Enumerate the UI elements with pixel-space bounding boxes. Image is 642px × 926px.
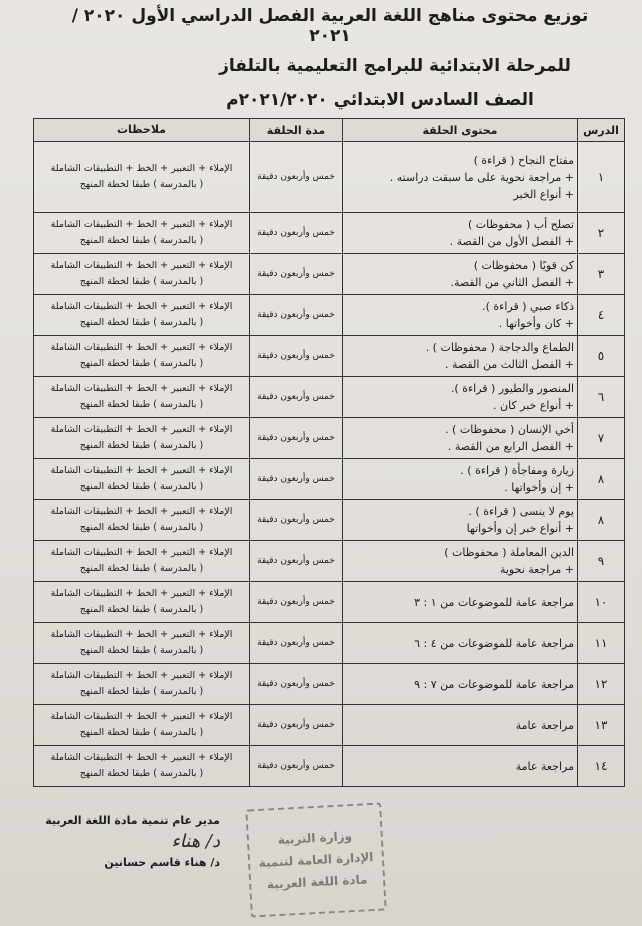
lesson-number: ١٣ [578, 705, 625, 746]
episode-content [343, 213, 578, 254]
episode-content [343, 142, 578, 213]
episode-content [343, 746, 578, 787]
signature-name: د/ هناء قاسم حسانين [104, 856, 220, 869]
episode-duration: خمس وأربعون دقيقة [250, 746, 343, 787]
content-line: يوم لا ينسى ( قراءة ) . [468, 505, 574, 518]
curriculum-table [33, 118, 625, 787]
content-line: مراجعة عامة [515, 718, 574, 732]
episode-content [343, 623, 578, 664]
episode-notes [34, 705, 250, 746]
episode-duration: خمس وأربعون دقيقة [250, 582, 343, 623]
notes-line: الإملاء + التعبير + الخط + التطبيقات الشاملة [50, 588, 233, 599]
table-row [34, 541, 625, 582]
episode-notes [34, 418, 250, 459]
table-row [34, 336, 625, 377]
episode-content [343, 336, 578, 377]
notes-line: الإملاء + التعبير + الخط + التطبيقات الشاملة [50, 506, 233, 517]
notes-line: الإملاء + التعبير + الخط + التطبيقات الشاملة [50, 342, 233, 353]
content-line: مراجعة عامة للموضوعات من ٤ : ٦ [414, 636, 574, 650]
content-line: + كان وأخواتها . [498, 317, 574, 330]
table-row [34, 746, 625, 787]
handwritten-signature: د/ هناء [171, 831, 220, 852]
episode-duration: خمس وأربعون دقيقة [250, 623, 343, 664]
stamp-line: مادة اللغة العربية [266, 872, 368, 892]
lesson-number: ١٢ [578, 664, 625, 705]
notes-line: الإملاء + التعبير + الخط + التطبيقات الشاملة [50, 465, 233, 476]
episode-notes [34, 254, 250, 295]
notes-line: ( بالمدرسة ) طبقا لخطة المنهج [79, 481, 204, 492]
table-row [34, 623, 625, 664]
episode-duration: خمس وأربعون دقيقة [250, 541, 343, 582]
header-lesson-no: الدرس [578, 119, 625, 142]
table-row [34, 459, 625, 500]
header-episode-content: محتوى الحلقة [343, 119, 578, 142]
lesson-number: ١٤ [578, 746, 625, 787]
content-line: + الفصل الرابع من القصة . [447, 440, 574, 453]
stamp-line: وزارة التربية [277, 829, 353, 847]
table-row [34, 213, 625, 254]
episode-notes [34, 623, 250, 664]
notes-line: الإملاء + التعبير + الخط + التطبيقات الشاملة [50, 424, 233, 435]
signature-title: مدير عام تنمية مادة اللغة العربية [45, 814, 220, 827]
episode-notes [34, 142, 250, 213]
episode-duration: خمس وأربعون دقيقة [250, 142, 343, 213]
lesson-number: ٥ [578, 336, 625, 377]
content-line: + إن وأخواتها . [504, 481, 574, 494]
notes-line: ( بالمدرسة ) طبقا لخطة المنهج [79, 399, 204, 410]
notes-line: ( بالمدرسة ) طبقا لخطة المنهج [79, 440, 204, 451]
content-line: الطماع والدجاجة ( محفوظات ) . [425, 341, 574, 354]
content-line: كن قويًا ( محفوظات ) [473, 259, 574, 272]
episode-notes [34, 746, 250, 787]
notes-line: ( بالمدرسة ) طبقا لخطة المنهج [79, 604, 204, 615]
lesson-number: ٦ [578, 377, 625, 418]
episode-duration: خمس وأربعون دقيقة [250, 377, 343, 418]
header-duration: مدة الحلقة [250, 119, 343, 142]
table-row [34, 418, 625, 459]
episode-duration: خمس وأربعون دقيقة [250, 459, 343, 500]
notes-line: الإملاء + التعبير + الخط + التطبيقات الشاملة [50, 383, 233, 394]
content-line: المنصور والطيور ( قراءة ). [450, 382, 574, 395]
lesson-number: ٩ [578, 541, 625, 582]
episode-content [343, 377, 578, 418]
episode-content [343, 500, 578, 541]
content-line: + مراجعة نحوية [499, 563, 574, 576]
episode-duration: خمس وأربعون دقيقة [250, 705, 343, 746]
episode-duration: خمس وأربعون دقيقة [250, 295, 343, 336]
notes-line: ( بالمدرسة ) طبقا لخطة المنهج [79, 645, 204, 656]
episode-duration: خمس وأربعون دقيقة [250, 664, 343, 705]
notes-line: الإملاء + التعبير + الخط + التطبيقات الشاملة [50, 752, 233, 763]
table-row [34, 582, 625, 623]
content-line: مفتاح النجاح ( قراءة ) [473, 153, 574, 167]
episode-content [343, 459, 578, 500]
content-line: + الفصل الثاني من القصة. [450, 276, 574, 289]
notes-line: الإملاء + التعبير + الخط + التطبيقات الشاملة [50, 670, 233, 681]
lesson-number: ٧ [578, 418, 625, 459]
episode-content [343, 254, 578, 295]
episode-notes [34, 541, 250, 582]
notes-line: ( بالمدرسة ) طبقا لخطة المنهج [79, 235, 204, 246]
official-stamp [245, 803, 386, 918]
episode-notes [34, 213, 250, 254]
grade-title: الصف السادس الابتدائي ٢٠٢١/٢٠٢٠م [226, 90, 534, 110]
notes-line: الإملاء + التعبير + الخط + التطبيقات الشاملة [50, 547, 233, 558]
lesson-number: ٣ [578, 254, 625, 295]
header-notes: ملاحظات [34, 119, 250, 142]
table-row [34, 142, 625, 213]
document-title: توزيع محتوى مناهج اللغة العربية الفصل الدراسي الأول ٢٠٢٠ / ٢٠٢١ [71, 6, 589, 46]
lesson-number: ١ [578, 142, 625, 213]
signature-block [20, 812, 220, 872]
lesson-number: ٨ [578, 459, 625, 500]
notes-line: ( بالمدرسة ) طبقا لخطة المنهج [79, 727, 204, 738]
lesson-number: ٨ [578, 500, 625, 541]
notes-line: ( بالمدرسة ) طبقا لخطة المنهج [79, 179, 204, 190]
document-subtitle: للمرحلة الابتدائية للبرامج التعليمية بالتلفاز [219, 56, 571, 76]
episode-notes [34, 582, 250, 623]
table-row [34, 254, 625, 295]
content-line: زيارة ومفاجأة ( قراءة ) . [460, 464, 574, 477]
episode-content [343, 664, 578, 705]
content-line: + الفصل الأول من القصة . [449, 235, 574, 248]
table-header-row [34, 119, 625, 142]
table-row [34, 664, 625, 705]
episode-content [343, 418, 578, 459]
content-line: + أنواع خبر كان . [493, 399, 574, 412]
table-row [34, 377, 625, 418]
episode-content [343, 541, 578, 582]
episode-duration: خمس وأربعون دقيقة [250, 336, 343, 377]
notes-line: الإملاء + التعبير + الخط + التطبيقات الشاملة [50, 711, 233, 722]
notes-line: الإملاء + التعبير + الخط + التطبيقات الشاملة [50, 260, 233, 271]
episode-duration: خمس وأربعون دقيقة [250, 213, 343, 254]
table-row [34, 705, 625, 746]
lesson-number: ٢ [578, 213, 625, 254]
notes-line: ( بالمدرسة ) طبقا لخطة المنهج [79, 317, 204, 328]
notes-line: الإملاء + التعبير + الخط + التطبيقات الشاملة [50, 301, 233, 312]
notes-line: ( بالمدرسة ) طبقا لخطة المنهج [79, 563, 204, 574]
table-row [34, 295, 625, 336]
lesson-number: ٤ [578, 295, 625, 336]
episode-notes [34, 295, 250, 336]
content-line: + أنواع الخبر [513, 187, 574, 201]
content-line: الدين المعاملة ( محفوظات ) [444, 546, 574, 559]
lesson-number: ١١ [578, 623, 625, 664]
notes-line: ( بالمدرسة ) طبقا لخطة المنهج [79, 522, 204, 533]
table-row [34, 500, 625, 541]
notes-line: الإملاء + التعبير + الخط + التطبيقات الشاملة [50, 163, 233, 174]
content-line: + مراجعة نحوية على ما سبقت دراسته . [389, 170, 574, 184]
episode-duration: خمس وأربعون دقيقة [250, 500, 343, 541]
content-line: + أنواع خبر إن وأخواتها [466, 522, 574, 535]
stamp-line: الإدارة العامة لتنمية [258, 850, 374, 870]
episode-content [343, 295, 578, 336]
content-line: مراجعة عامة [515, 759, 574, 773]
episode-content [343, 705, 578, 746]
episode-notes [34, 377, 250, 418]
episode-notes [34, 336, 250, 377]
episode-notes [34, 459, 250, 500]
notes-line: ( بالمدرسة ) طبقا لخطة المنهج [79, 686, 204, 697]
content-line: + الفصل الثالث من القصة . [445, 358, 574, 371]
notes-line: الإملاء + التعبير + الخط + التطبيقات الشاملة [50, 219, 233, 230]
episode-notes [34, 664, 250, 705]
episode-duration: خمس وأربعون دقيقة [250, 254, 343, 295]
episode-notes [34, 500, 250, 541]
content-line: ذكاء صبي ( قراءة ). [482, 300, 574, 313]
content-line: تصلح أب ( محفوظات ) [467, 218, 574, 231]
notes-line: ( بالمدرسة ) طبقا لخطة المنهج [79, 768, 204, 779]
notes-line: الإملاء + التعبير + الخط + التطبيقات الشاملة [50, 629, 233, 640]
content-line: مراجعة عامة للموضوعات من ١ : ٣ [414, 595, 574, 609]
content-line: أخي الإنسان ( محفوظات ) . [445, 423, 574, 436]
content-line: مراجعة عامة للموضوعات من ٧ : ٩ [414, 677, 574, 691]
lesson-number: ١٠ [578, 582, 625, 623]
notes-line: ( بالمدرسة ) طبقا لخطة المنهج [79, 276, 204, 287]
episode-duration: خمس وأربعون دقيقة [250, 418, 343, 459]
episode-content [343, 582, 578, 623]
notes-line: ( بالمدرسة ) طبقا لخطة المنهج [79, 358, 204, 369]
